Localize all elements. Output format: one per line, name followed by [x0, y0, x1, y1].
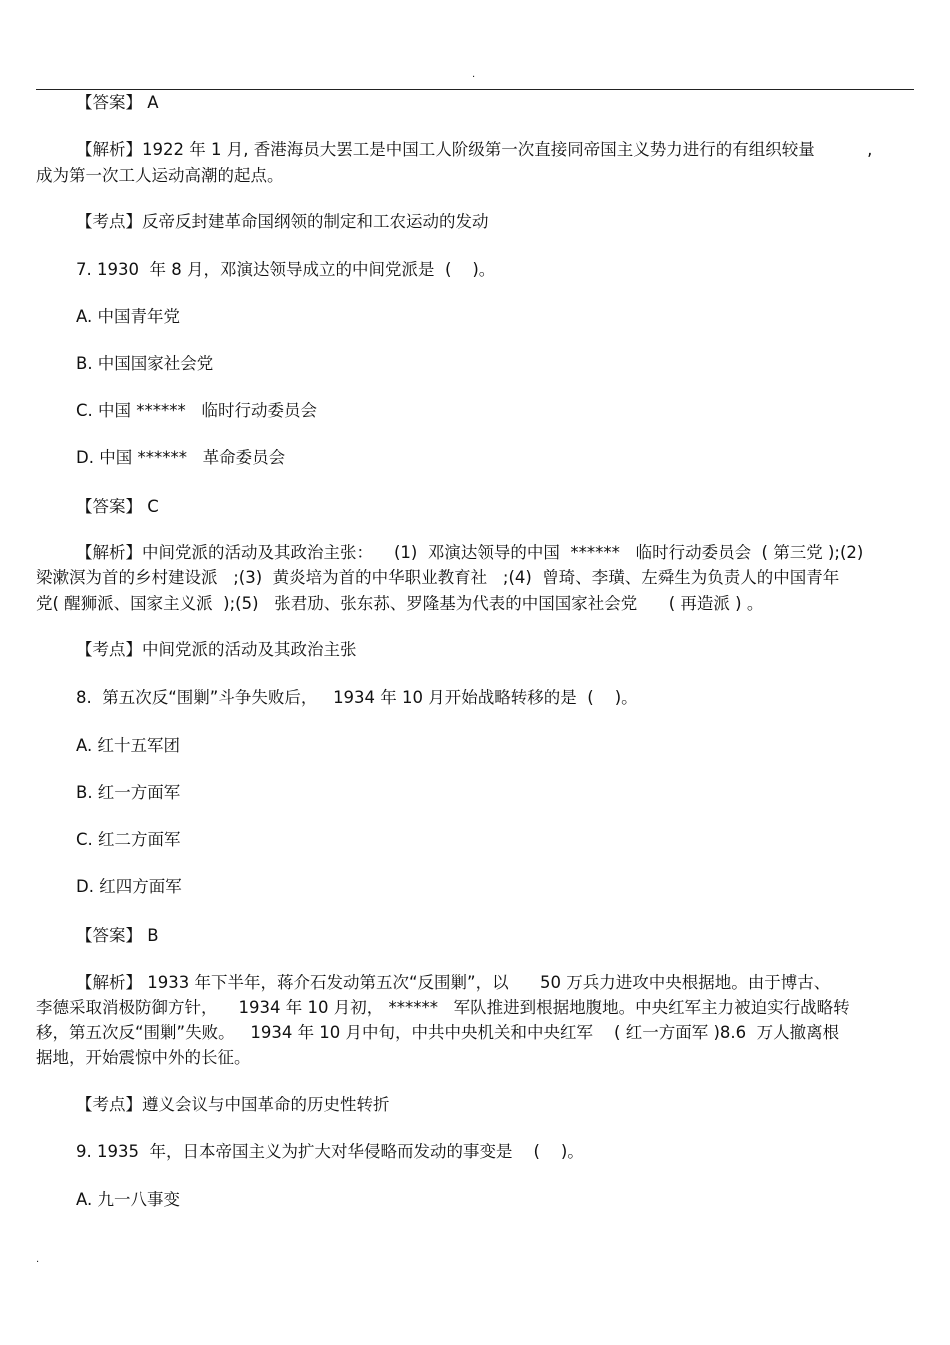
topic-7: 【考点】中间党派的活动及其政治主张	[76, 640, 357, 659]
question-7-option-d: D. 中国 ****** 革命委员会	[76, 448, 286, 467]
question-8-option-a: A. 红十五军团	[76, 736, 180, 755]
question-9-option-a: A. 九一八事变	[76, 1190, 180, 1209]
analysis-6-line-2: 成为第一次工人运动高潮的起点。	[36, 166, 284, 185]
footer-dot: .	[36, 1254, 40, 1265]
analysis-8-line-4: 据地，开始震惊中外的长征。	[36, 1048, 251, 1067]
header-dot: .	[472, 69, 476, 80]
answer-8: 【答案】 B	[76, 926, 159, 945]
question-7-option-a: A. 中国青年党	[76, 307, 180, 326]
analysis-6-line-1: 【解析】1922 年 1 月, 香港海员大罢工是中国工人阶级第一次直接同帝国主义势力进行的有组织较量 ,	[76, 140, 873, 159]
question-8-option-c: C. 红二方面军	[76, 830, 181, 849]
answer-7: 【答案】 C	[76, 497, 159, 516]
topic-6: 【考点】反帝反封建革命国纲领的制定和工农运动的发动	[76, 212, 489, 231]
analysis-7-line-1: 【解析】中间党派的活动及其政治主张： (1) 邓演达领导的中国 ****** 临时行动委员会 ( 第三党 );(2)	[76, 543, 864, 562]
analysis-7-line-2: 梁漱溟为首的乡村建设派 ;(3) 黄炎培为首的中华职业教育社 ;(4) 曾琦、李璜、左舜生为负责人的中国青年	[36, 568, 840, 587]
header-rule	[36, 89, 914, 90]
question-8-option-b: B. 红一方面军	[76, 783, 181, 802]
question-8: 8. 第五次反“围剿”斗争失败后， 1934 年 10 月开始战略转移的是 ( )。	[76, 688, 638, 707]
question-8-option-d: D. 红四方面军	[76, 877, 182, 896]
analysis-7-line-3: 党( 醒狮派、国家主义派 );(5) 张君劢、张东荪、罗隆基为代表的中国国家社会党 ( 再造派 ) 。	[36, 594, 764, 613]
question-7-option-b: B. 中国国家社会党	[76, 354, 214, 373]
analysis-8-line-3: 移，第五次反“围剿”失败。 1934 年 10 月中旬，中共中央机关和中央红军 ( 红一方面军 )8.6 万人撤离根	[36, 1023, 840, 1042]
question-7-option-c: C. 中国 ****** 临时行动委员会	[76, 401, 317, 420]
question-9: 9. 1935 年，日本帝国主义为扩大对华侵略而发动的事变是 ( )。	[76, 1142, 584, 1161]
analysis-8-line-2: 李德采取消极防御方针， 1934 年 10 月初， ****** 军队推进到根据地腹地。中央红军主力被迫实行战略转	[36, 998, 850, 1017]
analysis-8-line-1: 【解析】 1933 年下半年，蒋介石发动第五次“反围剿”，以 50 万兵力进攻中央根据地。由于博古、	[76, 973, 831, 992]
topic-8: 【考点】遵义会议与中国革命的历史性转折	[76, 1095, 390, 1114]
question-7: 7. 1930 年 8 月，邓演达领导成立的中间党派是 ( )。	[76, 260, 496, 279]
answer-6: 【答案】 A	[76, 93, 159, 112]
